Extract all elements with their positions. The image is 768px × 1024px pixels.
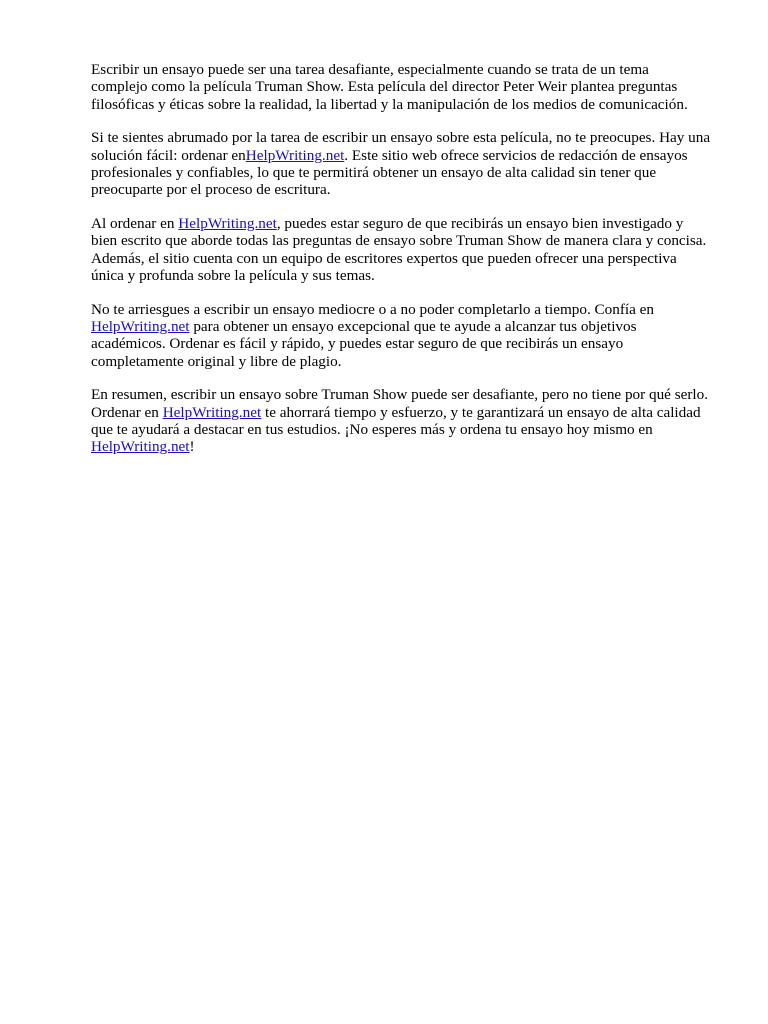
text-line: Si te sientes abrumado por la tarea de escribir un ensayo sobre esta película, no te preocupes. Hay una xyxy=(91,129,711,147)
text-line: única y profunda sobre la película y sus temas. xyxy=(91,266,375,284)
text-line: No te arriesgues a escribir un ensayo mediocre o a no poder completarlo a tiempo. Confía en xyxy=(91,300,655,318)
paragraph-5 xyxy=(91,386,731,455)
text-fragment: para obtener un ensayo excepcional que te ayude a alcanzar tus objetivos xyxy=(189,318,637,336)
helpwriting-link[interactable]: HelpWriting.net xyxy=(162,403,262,421)
text-line: filosóficas y éticas sobre la realidad, la libertad y la manipulación de los medios de comunicación. xyxy=(91,95,688,113)
helpwriting-link[interactable]: HelpWriting.net xyxy=(178,215,277,233)
text-fragment: solución fácil: ordenar en xyxy=(91,146,246,164)
text-line: completamente original y libre de plagio. xyxy=(91,352,342,370)
text-fragment: te ahorrará tiempo y esfuerzo, y te garantizará un ensayo de alta calidad xyxy=(261,403,701,421)
helpwriting-link[interactable]: HelpWriting.net xyxy=(91,318,190,336)
helpwriting-link[interactable]: HelpWriting.net xyxy=(245,146,345,164)
text-line-with-link xyxy=(91,438,731,455)
text-fragment: . Este sitio web ofrece servicios de redacción de ensayos xyxy=(344,146,688,164)
paragraph-2 xyxy=(91,129,731,198)
paragraph-3 xyxy=(91,215,731,284)
text-fragment: Ordenar en xyxy=(91,403,163,421)
paragraph-1 xyxy=(91,61,731,113)
paragraph-4 xyxy=(91,301,731,370)
text-line: preocuparte por el proceso de escritura. xyxy=(91,181,331,199)
helpwriting-link[interactable]: HelpWriting.net xyxy=(91,438,190,456)
text-line-with-link xyxy=(91,318,731,335)
text-fragment: , puedes estar seguro de que recibirás un ensayo bien investigado y xyxy=(276,215,684,233)
text-line: Escribir un ensayo puede ser una tarea desafiante, especialmente cuando se trata de un tema xyxy=(91,61,649,78)
text-line-with-link xyxy=(91,404,731,421)
text-line: complejo como la película Truman Show. Esta película del director Peter Weir plantea preguntas xyxy=(91,78,678,96)
text-line-with-link xyxy=(91,147,731,164)
text-line: profesionales y confiables, lo que te permitirá obtener un ensayo de alta calidad sin tener que xyxy=(91,163,657,181)
text-line: En resumen, escribir un ensayo sobre Truman Show puede ser desafiante, pero no tiene por qué serlo. xyxy=(91,386,709,404)
text-line: Además, el sitio cuenta con un equipo de escritores expertos que pueden ofrecer una perspectiva xyxy=(91,249,677,267)
text-fragment: Al ordenar en xyxy=(91,215,179,233)
text-line-with-link xyxy=(91,215,731,232)
text-line: bien escrito que aborde todas las preguntas de ensayo sobre Truman Show de manera clara y concisa. xyxy=(91,232,707,250)
text-line: académicos. Ordenar es fácil y rápido, y puedes estar seguro de que recibirás un ensayo xyxy=(91,335,624,353)
text-line: que te ayudará a destacar en tus estudios. ¡No esperes más y ordena tu ensayo hoy mismo en xyxy=(91,421,653,439)
document-body xyxy=(91,61,731,472)
text-fragment: ! xyxy=(189,438,195,456)
